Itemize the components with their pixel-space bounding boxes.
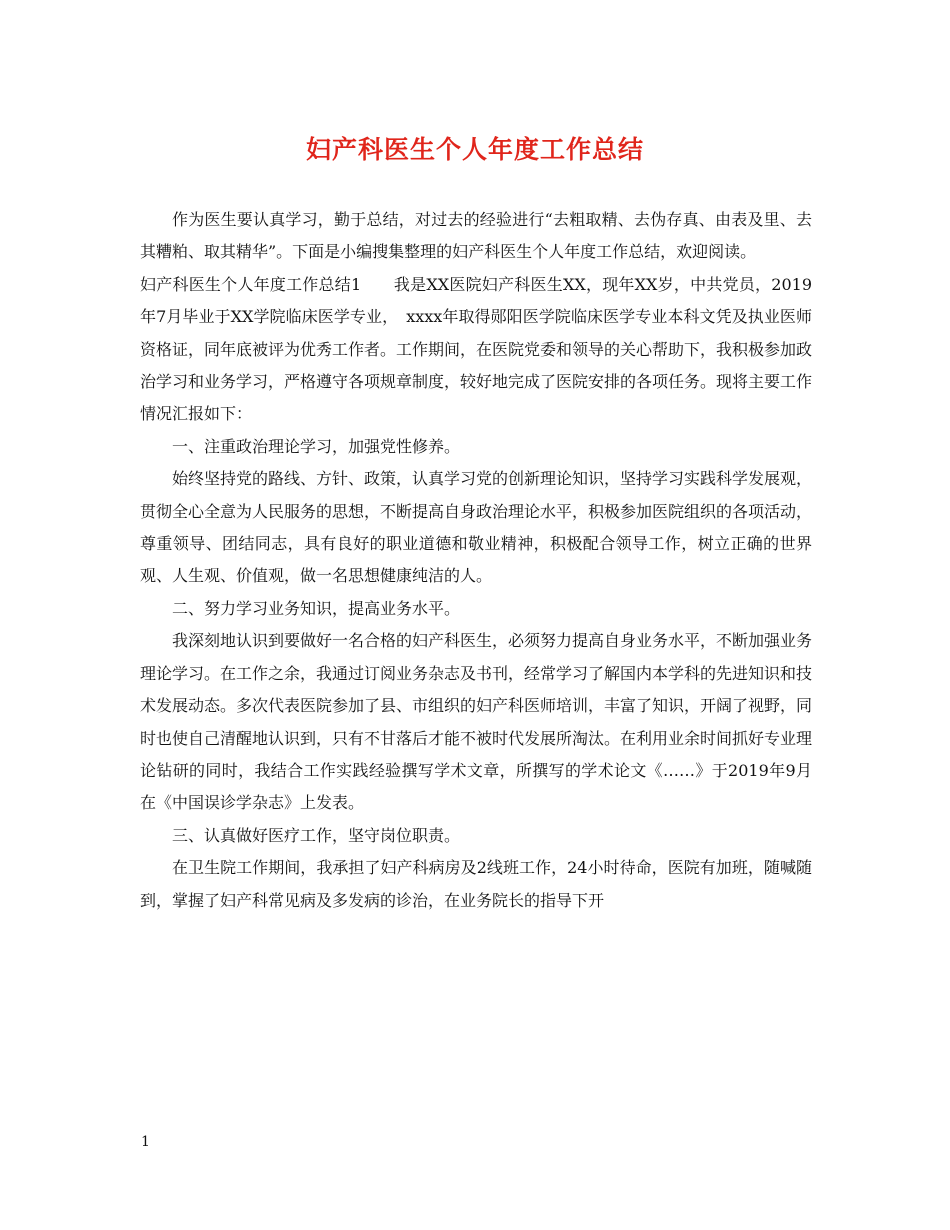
intro-paragraph: 作为医生要认真学习，勤于总结，对过去的经验进行“去粗取精、去伪存真、由表及里、去其糟粕、取其精华”。下面是小编搜集整理的妇产科医生个人年度工作总结，欢迎阅读。 <box>140 210 812 262</box>
document-title: 妇产科医生个人年度工作总结 <box>305 135 644 164</box>
summary-1-paragraph: 妇产科医生个人年度工作总结1 我是XX医院妇产科医生XX，现年XX岁，中共党员，2019年7月毕业于XX学院临床医学专业， xxxx年取得郧阳医学院临床医学专业本科文凭及执业医师资格证，同年底被评为优秀工作者。工作期间，在医院党委和领导的关心帮助下，我积极参加政治学习和业务学习，严格遵守各项规章制度，较好地完成了医院安排的各项任务。现将主要工作情况汇报如下： <box>140 274 813 424</box>
section-3-paragraph: 在卫生院工作期间，我承担了妇产科病房及2线班工作，24小时待命，医院有加班，随喊随到，掌握了妇产科常见病及多发病的诊治，在业务院长的指导下开 <box>140 858 812 910</box>
section-1-heading: 一、注重政治理论学习，加强党性修养。 <box>172 436 461 456</box>
section-2-paragraph: 我深刻地认识到要做好一名合格的妇产科医生，必须努力提高自身业务水平，不断加强业务理论学习。在工作之余，我通过订阅业务杂志及书刊，经常学习了解国内本学科的先进知识和技术发展动态。多次代表医院参加了县、市组织的妇产科医师培训，丰富了知识，开阔了视野，同时也使自己清醒地认识到，只有不甘落后才能不被时代发展所淘汰。在利用业余时间抓好专业理论钻研的同时，我结合工作实践经验撰写学术文章，所撰写的学术论文《……》于2019年9月在《中国误诊学杂志》上发表。 <box>140 631 813 813</box>
section-3-heading: 三、认真做好医疗工作，坚守岗位职责。 <box>172 825 461 845</box>
page-number: 1 <box>141 1134 150 1150</box>
section-1-paragraph: 始终坚持党的路线、方针、政策，认真学习党的创新理论知识，坚持学习实践科学发展观，贯彻全心全意为人民服务的思想，不断提高自身政治理论水平，积极参加医院组织的各项活动，尊重领导、团结同志，具有良好的职业道德和敬业精神，积极配合领导工作，树立正确的世界观、人生观、价值观，做一名思想健康纯洁的人。 <box>140 469 813 586</box>
section-2-heading: 二、努力学习业务知识，提高业务水平。 <box>172 598 461 618</box>
document-body <box>140 204 812 917</box>
